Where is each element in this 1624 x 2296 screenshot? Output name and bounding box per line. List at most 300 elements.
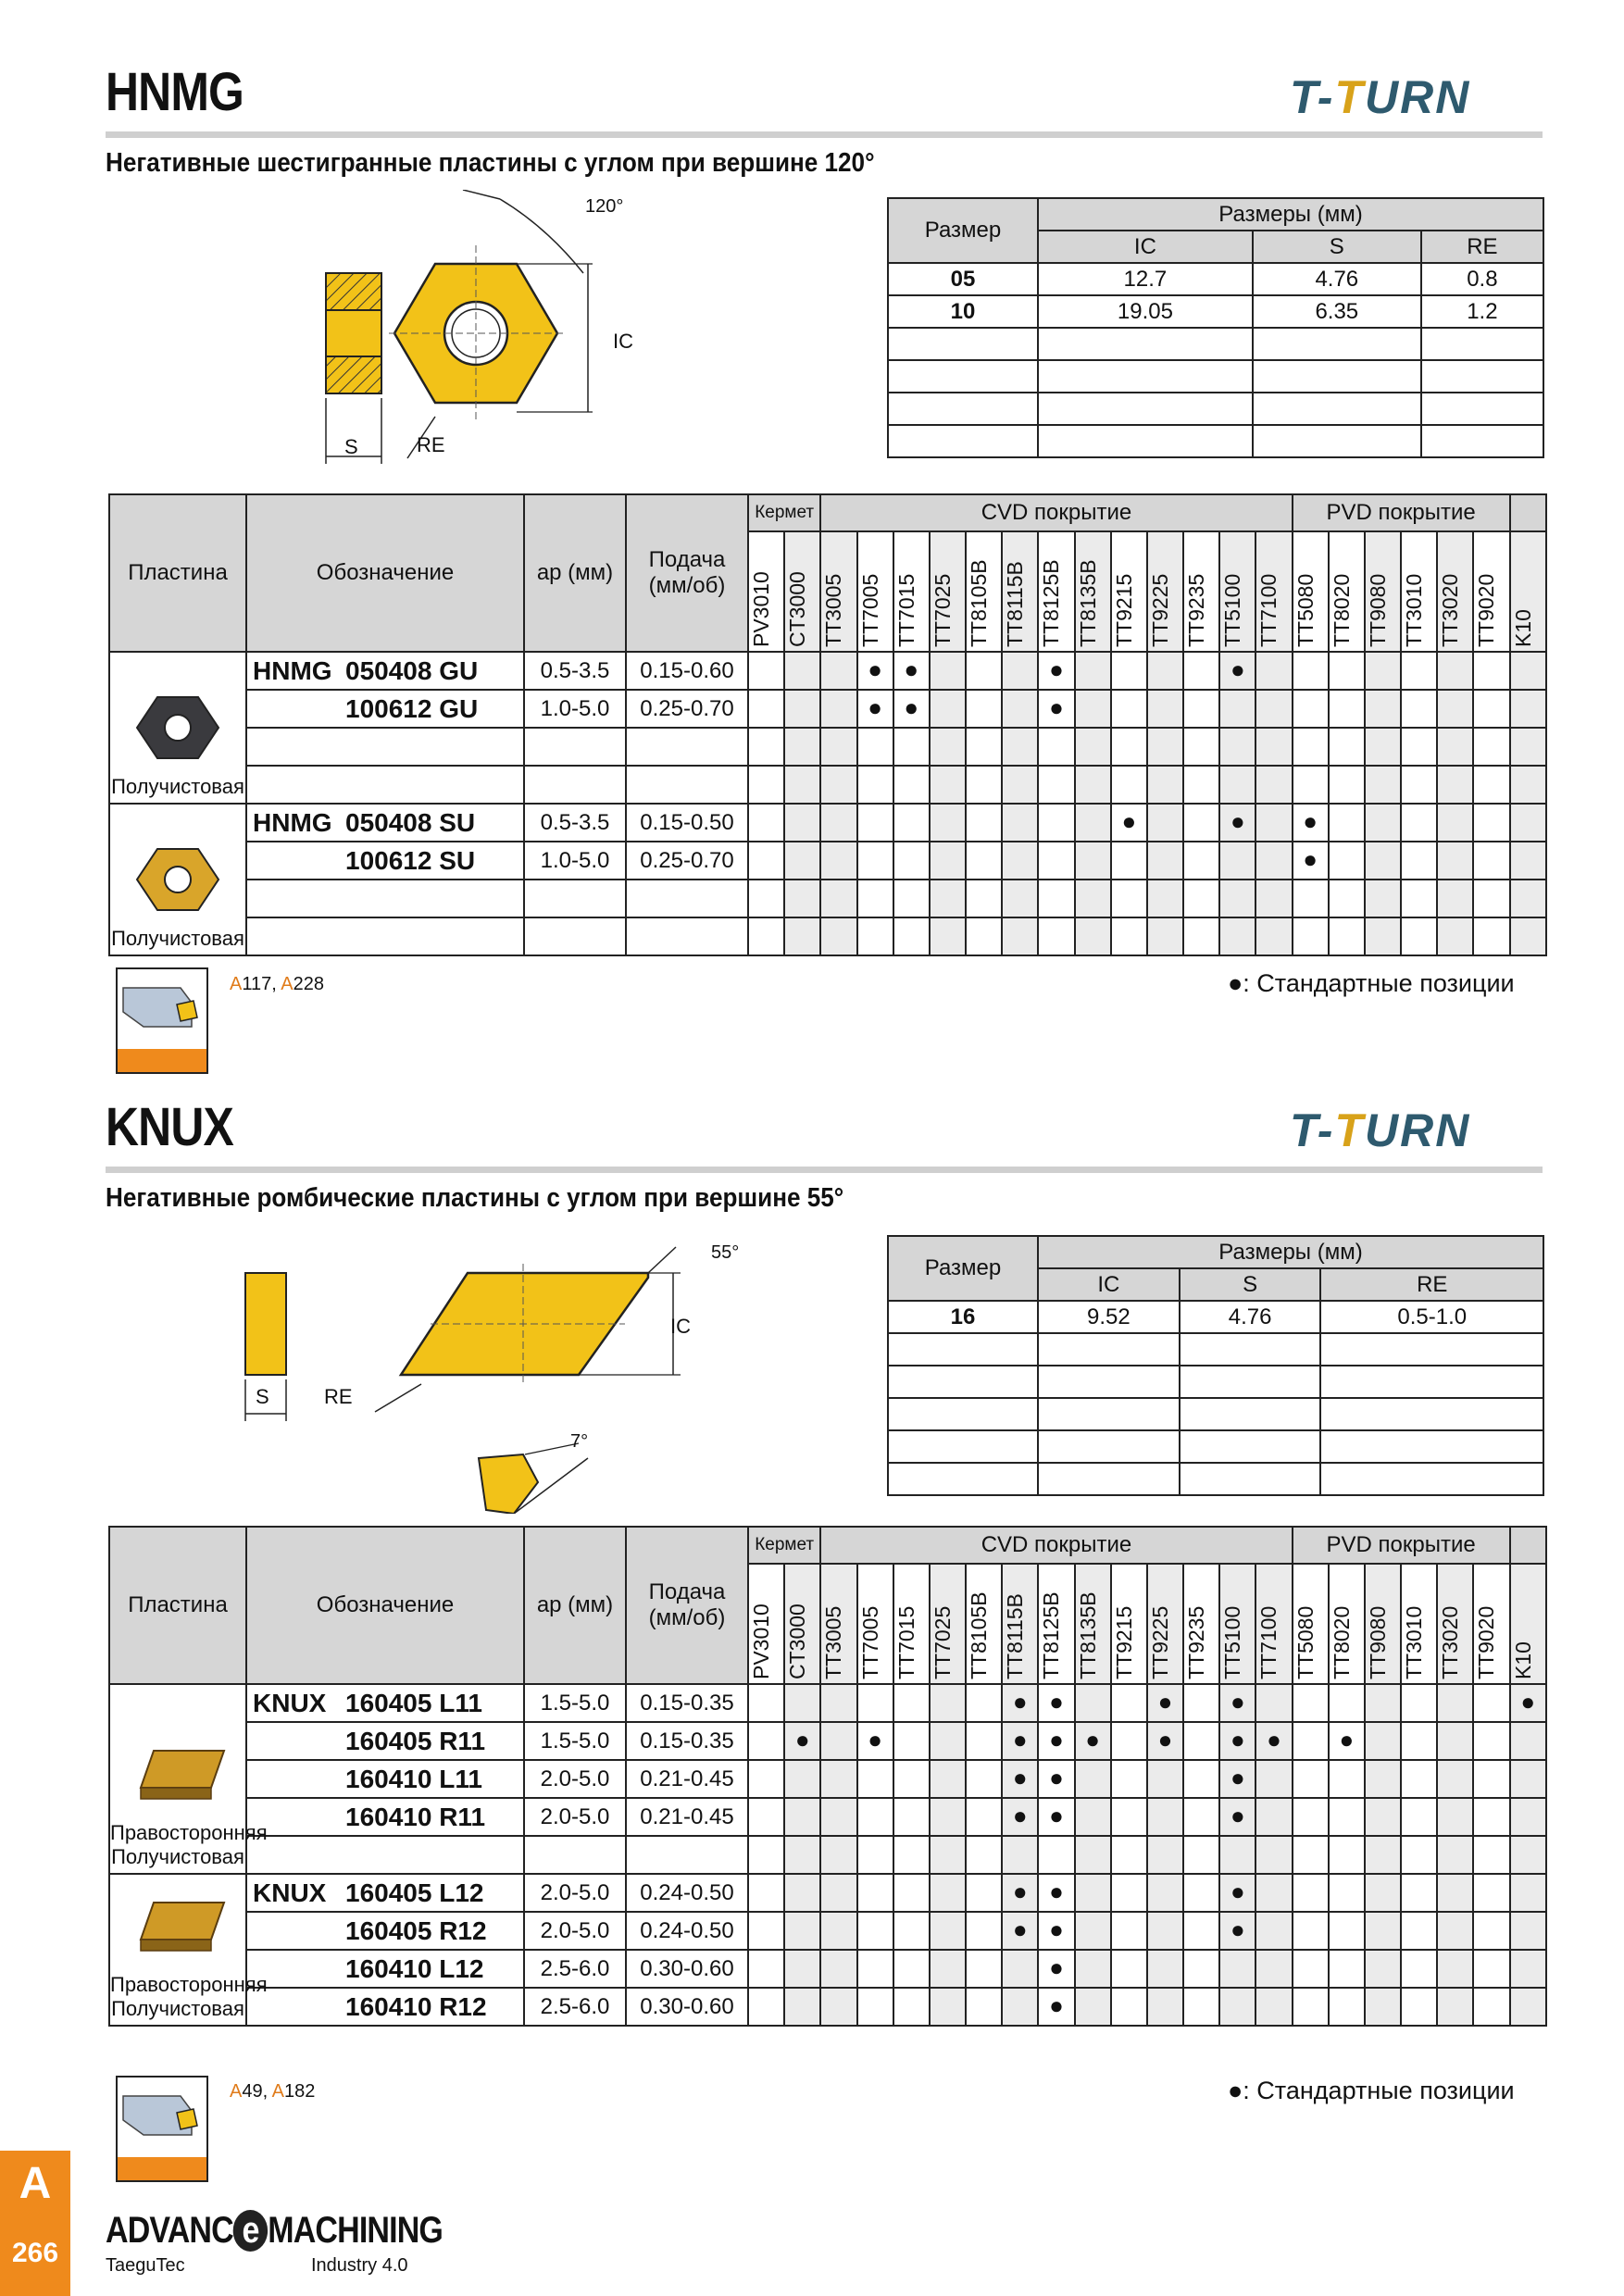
grade-availability-cell <box>1219 842 1255 880</box>
grade-availability-cell <box>1002 1988 1038 2026</box>
grade-availability-cell <box>893 1874 930 1912</box>
grade-header-tt9020 <box>1473 531 1509 652</box>
grade-availability-cell <box>1293 1684 1329 1722</box>
grade-header-tt7005 <box>857 531 893 652</box>
grade-availability-cell <box>966 880 1002 917</box>
grade-availability-cell <box>1038 1798 1074 1836</box>
grade-availability-cell <box>784 880 820 917</box>
grade-availability-cell <box>1437 842 1473 880</box>
grade-availability-cell <box>1401 1760 1437 1798</box>
grade-availability-cell <box>857 1798 893 1836</box>
grade-availability-cell <box>1002 880 1038 917</box>
grade-availability-cell <box>930 880 966 917</box>
grade-header-tt7025 <box>930 1564 966 1684</box>
grade-availability-cell <box>857 766 893 804</box>
grade-availability-cell <box>784 1912 820 1950</box>
grade-availability-cell <box>1329 1950 1365 1988</box>
grade-header-pv3010 <box>748 1564 784 1684</box>
grade-header-tt9215 <box>1111 531 1147 652</box>
footer-brand-sub-right: Industry 4.0 <box>311 2255 408 2276</box>
grade-header-label: TT7015 <box>893 573 918 647</box>
ap-cell <box>524 1836 626 1874</box>
grade-availability-cell <box>1437 1988 1473 2026</box>
grade-header-tt5100 <box>1219 1564 1255 1684</box>
table-row <box>109 880 1546 917</box>
section-subtitle: Негативные ромбические пластины с углом при вершине 55° <box>106 1183 844 1213</box>
grade-availability-cell <box>748 842 784 880</box>
grade-header-label: TT9080 <box>1365 1605 1390 1679</box>
grade-availability-cell <box>857 690 893 728</box>
grade-availability-cell <box>930 1912 966 1950</box>
standard-dot-icon: ● <box>1012 1764 1028 1791</box>
grade-availability-cell <box>1293 728 1329 766</box>
ap-cell <box>524 917 626 955</box>
grade-availability-cell <box>1473 917 1509 955</box>
standard-dot-icon: ● <box>1230 1764 1245 1791</box>
grade-availability-cell <box>930 1798 966 1836</box>
grade-availability-cell <box>1329 1836 1365 1874</box>
grade-availability-cell <box>1038 917 1074 955</box>
grade-availability-cell <box>1365 1798 1401 1836</box>
insert-caption: Получистовая <box>111 927 244 950</box>
grade-availability-cell <box>1437 1722 1473 1760</box>
dims-group-header: Размеры (мм) <box>1038 198 1543 231</box>
grade-availability-cell <box>784 1684 820 1722</box>
grade-availability-cell <box>1401 728 1437 766</box>
grade-availability-cell <box>966 1874 1002 1912</box>
grade-availability-cell <box>820 880 856 917</box>
grade-availability-cell <box>1365 1722 1401 1760</box>
standard-dot-icon: ● <box>1230 1726 1245 1753</box>
grade-header-label: TT9080 <box>1365 573 1390 647</box>
standard-dot-icon: ● <box>1049 1991 1064 2019</box>
grade-header-label: TT9020 <box>1474 1605 1499 1679</box>
grade-header-tt8105b <box>966 1564 1002 1684</box>
grade-availability-cell <box>1183 917 1219 955</box>
grade-availability-cell <box>820 1950 856 1988</box>
insert-caption: Правосторонняя Получистовая <box>110 1821 268 1868</box>
grade-availability-cell <box>1075 652 1111 690</box>
grade-availability-cell <box>1147 842 1183 880</box>
designation-cell <box>246 1912 524 1950</box>
grade-availability-cell <box>1219 1950 1255 1988</box>
grade-availability-cell <box>748 652 784 690</box>
ic-label: IC <box>613 330 633 353</box>
grade-availability-cell <box>1401 1912 1437 1950</box>
grade-availability-cell <box>857 880 893 917</box>
grade-availability-cell <box>1510 1760 1546 1798</box>
grade-availability-cell <box>1255 1912 1292 1950</box>
grade-availability-cell <box>1002 1836 1038 1874</box>
grade-header-tt7100 <box>1255 531 1292 652</box>
grade-header-label: CT3000 <box>785 1603 810 1679</box>
grade-availability-cell <box>1437 1874 1473 1912</box>
grade-availability-cell <box>857 842 893 880</box>
cvd-header: CVD покрытие <box>820 494 1292 531</box>
grade-availability-cell <box>1038 652 1074 690</box>
grade-header-label: TT8105B <box>967 1591 992 1679</box>
feed-cell: 0.21-0.45 <box>626 1760 748 1798</box>
grade-availability-cell <box>1111 1760 1147 1798</box>
ic-label: IC <box>670 1315 691 1338</box>
grade-availability-cell <box>1437 690 1473 728</box>
grade-availability-cell <box>857 804 893 842</box>
grade-availability-cell <box>1510 652 1546 690</box>
table-row <box>888 328 1543 360</box>
grade-availability-cell <box>1510 1798 1546 1836</box>
grade-availability-cell <box>748 1950 784 1988</box>
grade-header-tt8135b <box>1075 1564 1111 1684</box>
grade-availability-cell <box>1147 1874 1183 1912</box>
grade-availability-cell <box>857 1836 893 1874</box>
grade-availability-cell <box>1437 1684 1473 1722</box>
designation-prefix: HNMG <box>253 655 332 685</box>
feed-cell: 0.21-0.45 <box>626 1798 748 1836</box>
designation-cell <box>246 1684 524 1722</box>
grade-availability-cell <box>966 728 1002 766</box>
designation-code: 100612 GU <box>345 693 479 723</box>
standard-dot-icon: ● <box>1230 807 1245 835</box>
grade-availability-cell <box>1473 728 1509 766</box>
grade-availability-cell <box>748 766 784 804</box>
grade-availability-cell <box>1183 842 1219 880</box>
grade-availability-cell <box>1147 1798 1183 1836</box>
grade-availability-cell <box>1329 804 1365 842</box>
grade-availability-cell <box>1219 1836 1255 1874</box>
grade-availability-cell <box>1255 1722 1292 1760</box>
table-row <box>109 690 1546 728</box>
grade-availability-cell <box>966 652 1002 690</box>
designation-code: 160410 L12 <box>345 1953 484 1983</box>
grade-availability-cell <box>1002 690 1038 728</box>
footer-brand: ADVANC e MACHINING <box>106 2210 443 2251</box>
insert-photo-cell <box>109 804 246 955</box>
size-header: Размер <box>888 1236 1038 1301</box>
grade-availability-cell <box>1510 1722 1546 1760</box>
grade-availability-cell <box>1147 1684 1183 1722</box>
grade-availability-cell <box>820 728 856 766</box>
table-row <box>109 766 1546 804</box>
grade-availability-cell <box>1329 1874 1365 1912</box>
grade-availability-cell <box>1401 766 1437 804</box>
grade-availability-cell <box>784 766 820 804</box>
grade-header-label: TT8125B <box>1039 559 1064 647</box>
re-label: RE <box>324 1385 353 1408</box>
grade-availability-cell <box>1293 766 1329 804</box>
grade-availability-cell <box>1293 1722 1329 1760</box>
grade-availability-cell <box>1111 690 1147 728</box>
insert-header: Пластина <box>109 1527 246 1684</box>
grade-availability-cell <box>748 880 784 917</box>
grade-availability-cell <box>820 1684 856 1722</box>
grade-header-tt3005 <box>820 1564 856 1684</box>
designation-cell <box>246 652 524 690</box>
grade-header-tt3020 <box>1437 531 1473 652</box>
grade-availability-cell <box>1219 1912 1255 1950</box>
grade-availability-cell <box>1111 1798 1147 1836</box>
grade-availability-cell <box>1473 690 1509 728</box>
grade-availability-cell <box>966 1684 1002 1722</box>
grade-availability-cell <box>966 690 1002 728</box>
table-row: 10 19.05 6.35 1.2 <box>888 295 1543 328</box>
standard-dot-icon: ● <box>1230 1878 1245 1905</box>
grade-header-label: TT3005 <box>821 1605 846 1679</box>
table-row <box>888 1398 1543 1430</box>
grade-availability-cell <box>1329 1760 1365 1798</box>
grade-availability-cell <box>1183 652 1219 690</box>
grade-availability-cell <box>748 804 784 842</box>
feed-cell <box>626 766 748 804</box>
grade-header-label: TT7100 <box>1256 573 1281 647</box>
grade-availability-cell <box>893 728 930 766</box>
ic-header: IC <box>1038 1268 1180 1301</box>
insert-caption: Получистовая <box>111 775 244 798</box>
designation-code: 160410 L11 <box>345 1764 482 1793</box>
grade-availability-cell <box>1219 1798 1255 1836</box>
standard-positions-legend: ●: Стандартные позиции <box>1228 2077 1515 2104</box>
grade-header-label: TT7015 <box>893 1605 918 1679</box>
grade-availability-cell <box>1038 1988 1074 2026</box>
grade-availability-cell <box>1075 804 1111 842</box>
grade-availability-cell <box>1473 1836 1509 1874</box>
standard-dot-icon: ● <box>1157 1726 1173 1753</box>
grade-availability-cell <box>1219 728 1255 766</box>
table-row <box>109 1950 1546 1988</box>
grade-availability-cell <box>1219 652 1255 690</box>
grade-availability-cell <box>1437 1798 1473 1836</box>
grade-availability-cell <box>748 1912 784 1950</box>
grade-header-tt3020 <box>1437 1564 1473 1684</box>
grade-availability-cell <box>1111 652 1147 690</box>
grade-header-label: TT8115B <box>1003 561 1028 647</box>
hnmg-insert-drawing <box>306 190 657 468</box>
grade-availability-cell <box>966 1798 1002 1836</box>
grade-availability-cell <box>1219 1874 1255 1912</box>
grade-availability-cell <box>1183 880 1219 917</box>
grade-availability-cell <box>1002 917 1038 955</box>
standard-dot-icon: ● <box>1303 807 1318 835</box>
grade-header-tt3010 <box>1401 1564 1437 1684</box>
grade-availability-cell <box>1183 690 1219 728</box>
grade-header-label: TT3010 <box>1402 1605 1427 1679</box>
grade-availability-cell <box>1365 1760 1401 1798</box>
grade-availability-cell <box>857 1988 893 2026</box>
grade-header-tt7015 <box>893 531 930 652</box>
grade-header-tt9080 <box>1365 1564 1401 1684</box>
grade-availability-cell <box>966 804 1002 842</box>
insert-photo <box>122 686 233 769</box>
grade-availability-cell <box>1437 652 1473 690</box>
feed-cell: 0.25-0.70 <box>626 690 748 728</box>
grade-header-label: TT8135B <box>1075 1591 1100 1679</box>
grade-availability-cell <box>1038 1722 1074 1760</box>
grade-availability-cell <box>1437 766 1473 804</box>
grade-availability-cell <box>930 842 966 880</box>
designation-code: 050408 GU <box>345 655 479 685</box>
grade-availability-cell <box>1329 880 1365 917</box>
grade-availability-cell <box>1329 842 1365 880</box>
designation-cell <box>246 1988 524 2026</box>
grade-selection-table <box>108 493 1547 956</box>
grade-availability-cell <box>1002 728 1038 766</box>
designation-code: 160405 L11 <box>345 1688 482 1717</box>
grade-availability-cell <box>784 1836 820 1874</box>
standard-dot-icon: ● <box>1339 1726 1355 1753</box>
grade-header-tt8115b <box>1002 1564 1038 1684</box>
standard-dot-icon: ● <box>1012 1726 1028 1753</box>
grade-header-label: K10 <box>1510 1641 1535 1679</box>
feed-cell: 0.30-0.60 <box>626 1988 748 2026</box>
grade-availability-cell <box>1473 1760 1509 1798</box>
grade-availability-cell <box>1255 804 1292 842</box>
grade-availability-cell <box>1183 1760 1219 1798</box>
grade-availability-cell <box>1111 804 1147 842</box>
grade-availability-cell <box>1293 690 1329 728</box>
title-rule <box>106 131 1543 138</box>
grade-header-tt3005 <box>820 531 856 652</box>
grade-header-tt9235 <box>1183 531 1219 652</box>
grade-header-tt8020 <box>1329 531 1365 652</box>
designation-cell <box>246 804 524 842</box>
grade-availability-cell <box>1111 917 1147 955</box>
ap-cell: 2.0-5.0 <box>524 1874 626 1912</box>
grade-availability-cell <box>1183 1684 1219 1722</box>
grade-availability-cell <box>1510 1874 1546 1912</box>
grade-availability-cell <box>1401 1836 1437 1874</box>
feed-cell: 0.30-0.60 <box>626 1950 748 1988</box>
grade-availability-cell <box>748 728 784 766</box>
grade-availability-cell <box>1473 1798 1509 1836</box>
grade-header-tt9020 <box>1473 1564 1509 1684</box>
grade-availability-cell <box>1365 917 1401 955</box>
designation-cell <box>246 690 524 728</box>
table-row <box>888 1463 1543 1495</box>
grade-availability-cell <box>1293 917 1329 955</box>
grade-availability-cell <box>1038 766 1074 804</box>
s-header: S <box>1180 1268 1321 1301</box>
designation-prefix: KNUX <box>253 1878 327 1907</box>
insert-caption: Правосторонняя Получистовая <box>110 1973 268 2020</box>
ap-cell: 0.5-3.5 <box>524 804 626 842</box>
grade-header-tt8125b <box>1038 1564 1074 1684</box>
table-row <box>888 393 1543 425</box>
grade-availability-cell <box>784 1760 820 1798</box>
grade-availability-cell <box>1183 1874 1219 1912</box>
grade-availability-cell <box>820 1874 856 1912</box>
standard-dot-icon: ● <box>1049 693 1064 721</box>
grade-header-tt8020 <box>1329 1564 1365 1684</box>
grade-availability-cell <box>1038 880 1074 917</box>
insert-photo-cell <box>109 652 246 804</box>
grade-availability-cell <box>1401 1874 1437 1912</box>
grade-header-label: TT7025 <box>930 573 955 647</box>
grade-header-tt9225 <box>1147 531 1183 652</box>
grade-availability-cell <box>1329 1684 1365 1722</box>
grade-availability-cell <box>1365 690 1401 728</box>
grade-header-tt8115b <box>1002 531 1038 652</box>
grade-availability-cell <box>1255 842 1292 880</box>
grade-availability-cell <box>1473 842 1509 880</box>
grade-selection-table <box>108 1526 1547 2027</box>
grade-availability-cell <box>1075 1760 1111 1798</box>
grade-header-label: TT7005 <box>857 573 882 647</box>
grade-header-label: TT9235 <box>1184 573 1209 647</box>
table-row <box>109 1684 1546 1722</box>
section-title-knux: KNUX <box>106 1097 233 1157</box>
grade-availability-cell <box>1183 1836 1219 1874</box>
grade-table-container <box>108 1526 1547 2027</box>
grade-availability-cell <box>1293 1874 1329 1912</box>
table-row <box>888 425 1543 457</box>
grade-availability-cell <box>1111 1684 1147 1722</box>
grade-availability-cell <box>1038 1950 1074 1988</box>
grade-availability-cell <box>1111 1722 1147 1760</box>
grade-availability-cell <box>857 728 893 766</box>
grade-availability-cell <box>930 1874 966 1912</box>
page-references: A117, A228 <box>230 974 324 994</box>
standard-dot-icon: ● <box>1049 1878 1064 1905</box>
grade-availability-cell <box>784 690 820 728</box>
grade-availability-cell <box>1147 804 1183 842</box>
grade-availability-cell <box>1365 1836 1401 1874</box>
grade-availability-cell <box>748 1684 784 1722</box>
designation-code: 160405 R11 <box>345 1726 486 1755</box>
standard-dot-icon: ● <box>1012 1915 1028 1943</box>
grade-availability-cell <box>1329 917 1365 955</box>
re-header: RE <box>1320 1268 1543 1301</box>
grade-availability-cell <box>1075 1798 1111 1836</box>
grade-availability-cell <box>1293 804 1329 842</box>
grade-header-label: TT8105B <box>967 559 992 647</box>
cermet-header: Кермет <box>748 1527 820 1564</box>
standard-dot-icon: ● <box>794 1726 810 1753</box>
grade-header-tt9225 <box>1147 1564 1183 1684</box>
insert-photo <box>122 1732 233 1816</box>
grade-header-tt5100 <box>1219 531 1255 652</box>
grade-availability-cell <box>1111 1950 1147 1988</box>
pvd-header: PVD покрытие <box>1293 1527 1510 1564</box>
grade-availability-cell <box>1510 842 1546 880</box>
grade-availability-cell <box>1183 1950 1219 1988</box>
grade-availability-cell <box>1038 1912 1074 1950</box>
grade-header-label: TT9215 <box>1111 1605 1136 1679</box>
insert-photo <box>122 838 233 921</box>
grade-availability-cell <box>1401 690 1437 728</box>
toolholder-ref-icon <box>116 967 208 1074</box>
grade-availability-cell <box>1437 804 1473 842</box>
dimensions-table <box>887 1235 1544 1496</box>
page-references: A49, A182 <box>230 2081 316 2102</box>
grade-availability-cell <box>1401 1950 1437 1988</box>
grade-availability-cell <box>1038 1684 1074 1722</box>
grade-header-ct3000 <box>784 1564 820 1684</box>
grade-availability-cell <box>1075 690 1111 728</box>
grade-availability-cell <box>748 917 784 955</box>
grade-availability-cell <box>1329 1988 1365 2026</box>
grade-availability-cell <box>1075 1988 1111 2026</box>
grade-availability-cell <box>820 804 856 842</box>
grade-availability-cell <box>1401 842 1437 880</box>
grade-header-label: K10 <box>1510 609 1535 647</box>
grade-availability-cell <box>820 1988 856 2026</box>
grade-header-label: TT5080 <box>1293 1605 1318 1679</box>
grade-availability-cell <box>1111 1836 1147 1874</box>
grade-availability-cell <box>1111 728 1147 766</box>
grade-availability-cell <box>857 917 893 955</box>
ap-header: ар (мм) <box>524 494 626 652</box>
grade-availability-cell <box>1365 1988 1401 2026</box>
designation-header: Обозначение <box>246 494 524 652</box>
